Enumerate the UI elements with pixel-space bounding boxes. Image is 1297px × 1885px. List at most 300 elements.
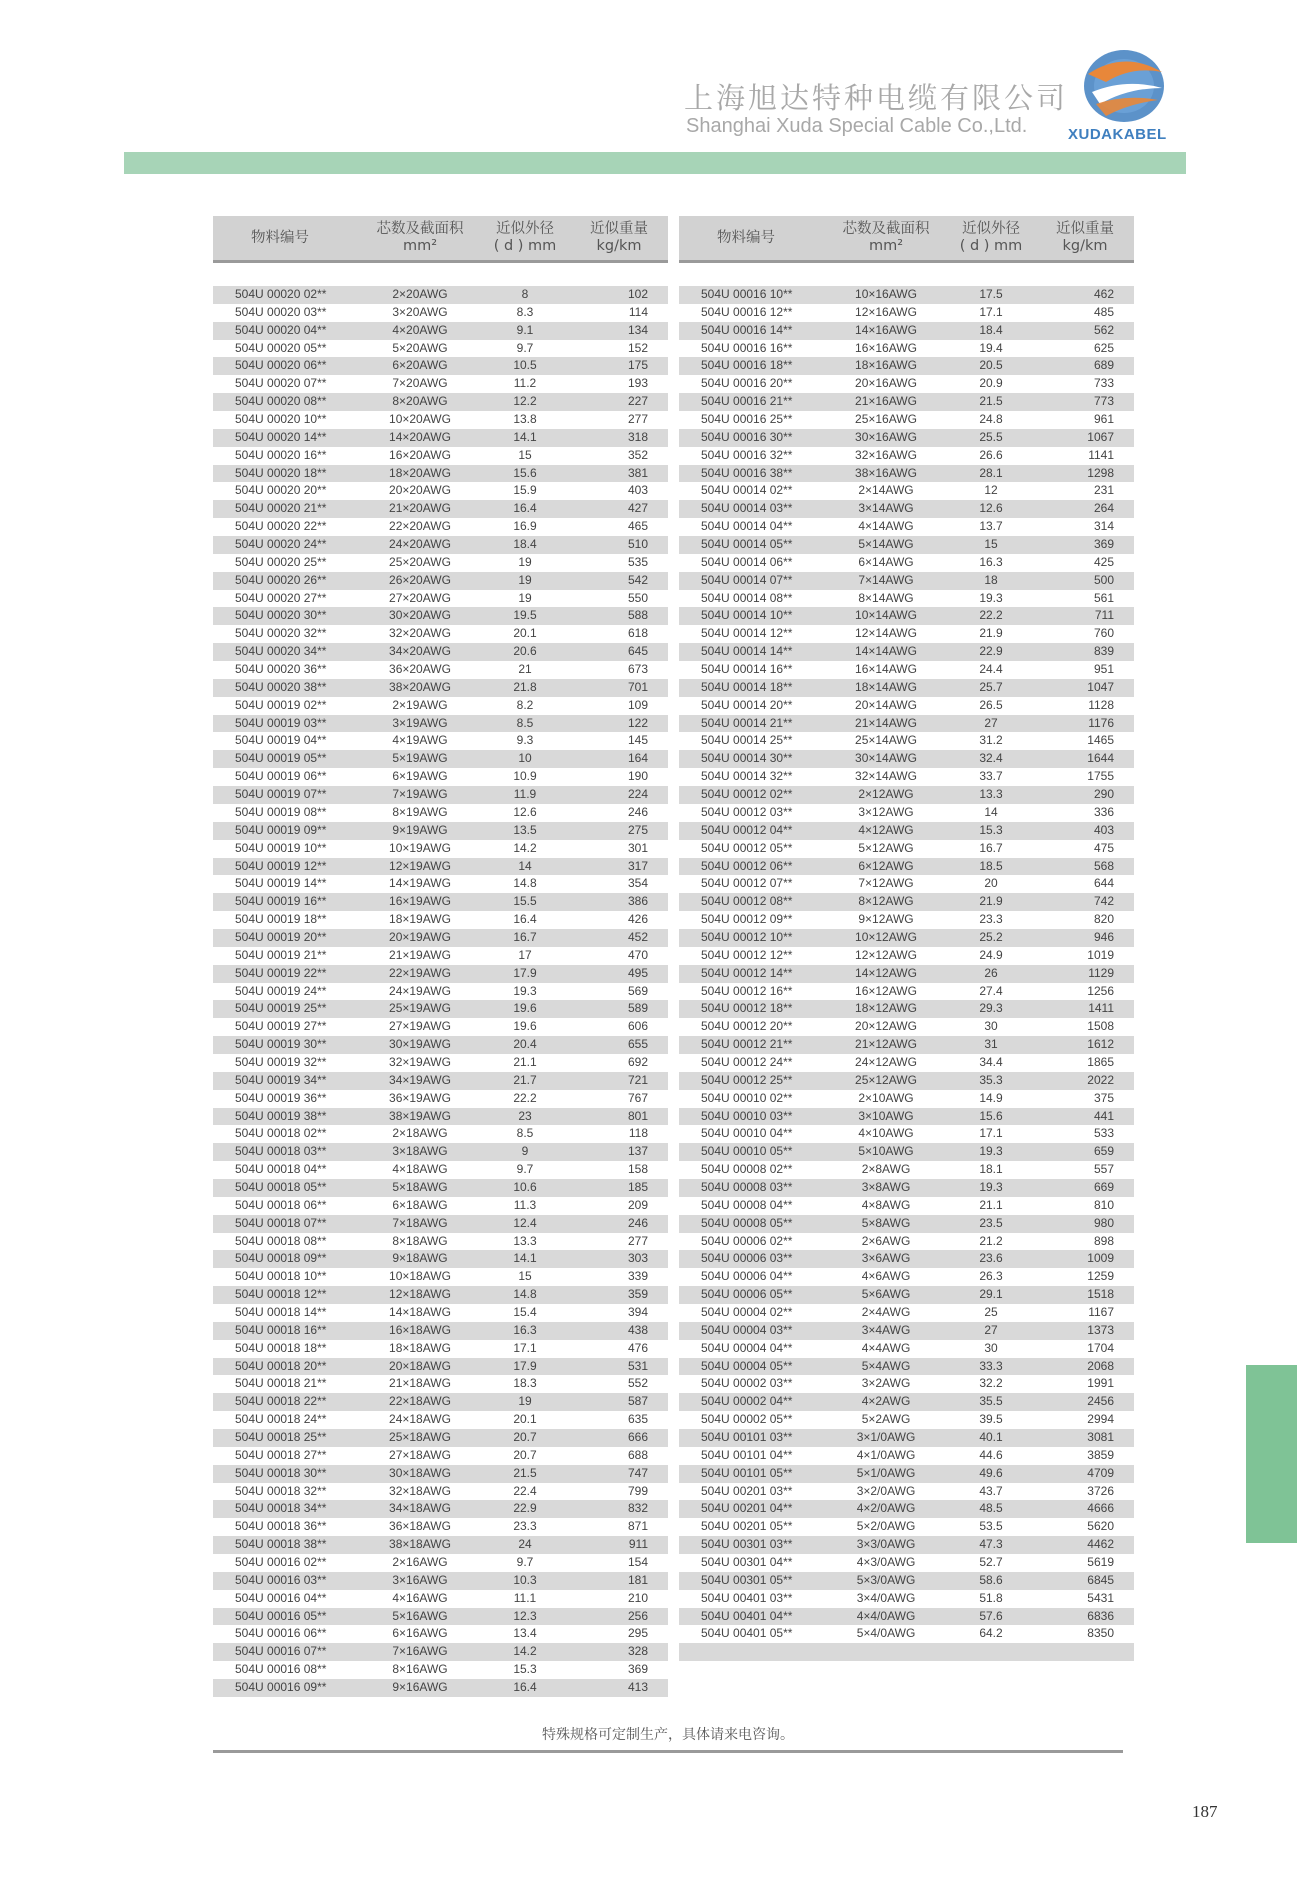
cell-weight: 403 bbox=[627, 483, 648, 498]
cell-weight: 589 bbox=[570, 1000, 668, 1018]
footer-note: 特殊规格可定制生产，具体请来电咨询。 bbox=[542, 1727, 794, 1743]
table-row bbox=[213, 1322, 668, 1340]
cell-weight: 1259 bbox=[1087, 1269, 1114, 1284]
cable-spec-table-right bbox=[679, 216, 1134, 1679]
cell-spec: 22×20AWG bbox=[389, 519, 451, 534]
cell-od: 15 bbox=[518, 1269, 532, 1284]
cell-weight: 1373 bbox=[1036, 1322, 1134, 1340]
cell-od: 22.2 bbox=[946, 607, 1036, 625]
cell-weight: 181 bbox=[570, 1572, 668, 1590]
cell-spec: 30×19AWG bbox=[360, 1036, 480, 1054]
cell-code: 504U 00020 03** bbox=[235, 304, 327, 319]
cell-code: 504U 00101 05** bbox=[679, 1465, 826, 1483]
table-row bbox=[679, 1108, 1134, 1126]
table-row bbox=[679, 554, 1134, 572]
table-row bbox=[213, 375, 668, 393]
cell-spec: 36×18AWG bbox=[389, 1519, 451, 1534]
cell-spec: 4×16AWG bbox=[392, 1590, 448, 1605]
cell-od: 44.6 bbox=[979, 1447, 1003, 1462]
cell-weight: 114 bbox=[628, 304, 648, 319]
cell-code: 504U 00012 16** bbox=[701, 983, 793, 998]
cell-od: 19 bbox=[518, 554, 532, 569]
table-row bbox=[679, 1304, 1134, 1322]
table-row bbox=[213, 500, 668, 518]
cell-spec: 7×12AWG bbox=[858, 876, 914, 891]
table-row bbox=[213, 1483, 668, 1501]
cell-od: 16.3 bbox=[979, 554, 1003, 569]
cell-weight: 164 bbox=[570, 750, 668, 768]
cell-spec: 18×20AWG bbox=[360, 465, 480, 483]
cell-spec: 20×14AWG bbox=[855, 697, 917, 712]
table-row bbox=[679, 1233, 1134, 1251]
logo-wordmark: XUDAKABEL bbox=[1068, 126, 1167, 143]
cell-weight: 742 bbox=[1036, 893, 1134, 911]
table-row bbox=[213, 1590, 668, 1608]
cell-weight: 3859 bbox=[1087, 1447, 1114, 1462]
cell-spec: 4×2AWG bbox=[826, 1393, 946, 1411]
header-spec: 芯数及截面积 mm² bbox=[360, 216, 480, 262]
cell-spec: 2×10AWG bbox=[858, 1090, 914, 1105]
table-row bbox=[679, 1054, 1134, 1072]
cell-spec: 5×2AWG bbox=[861, 1412, 911, 1427]
table-row bbox=[679, 661, 1134, 679]
table-row bbox=[679, 1643, 1134, 1661]
table-row bbox=[679, 1554, 1134, 1572]
cell-spec: 14×19AWG bbox=[389, 876, 451, 891]
cell-od: 20.4 bbox=[480, 1036, 570, 1054]
header-weight: 近似重量 kg/km bbox=[570, 216, 668, 262]
cell-od: 21.1 bbox=[513, 1054, 537, 1069]
table-row bbox=[213, 1036, 668, 1054]
cell-od: 31 bbox=[946, 1036, 1036, 1054]
cell-weight: 246 bbox=[627, 804, 648, 819]
cell-spec: 4×2/0AWG bbox=[826, 1500, 946, 1518]
cell-weight: 562 bbox=[1036, 322, 1134, 340]
table-row bbox=[679, 822, 1134, 840]
cell-weight: 625 bbox=[1093, 340, 1114, 355]
cell-od: 19 bbox=[480, 1393, 570, 1411]
cable-spec-table-left bbox=[213, 216, 668, 1697]
cell-od: 26.5 bbox=[979, 697, 1003, 712]
table-row bbox=[679, 375, 1134, 393]
cell-od: 11.9 bbox=[480, 786, 570, 804]
cell-spec: 9×19AWG bbox=[360, 822, 480, 840]
cell-code: 504U 00012 14** bbox=[679, 965, 826, 983]
cell-spec: 3×19AWG bbox=[360, 715, 480, 733]
cell-weight: 911 bbox=[570, 1536, 668, 1554]
cell-spec: 18×12AWG bbox=[826, 1000, 946, 1018]
cell-code: 504U 00016 04** bbox=[235, 1590, 327, 1605]
cell-weight: 470 bbox=[627, 947, 648, 962]
cell-weight: 227 bbox=[570, 393, 668, 411]
cell-weight: 118 bbox=[628, 1126, 648, 1141]
cell-spec: 32×14AWG bbox=[855, 769, 917, 784]
cell-spec: 4×20AWG bbox=[360, 322, 480, 340]
cell-spec: 25×14AWG bbox=[855, 733, 917, 748]
cell-weight: 767 bbox=[627, 1090, 648, 1105]
cell-od: 16.4 bbox=[513, 912, 537, 927]
cell-spec: 5×19AWG bbox=[360, 750, 480, 768]
cell-spec: 3×12AWG bbox=[858, 804, 914, 819]
cell-weight: 277 bbox=[627, 412, 648, 427]
cell-spec: 25×12AWG bbox=[826, 1072, 946, 1090]
cell-od: 23.3 bbox=[513, 1519, 537, 1534]
table-row bbox=[213, 875, 668, 893]
cell-code: 504U 00016 20** bbox=[701, 376, 793, 391]
cell-od: 15.9 bbox=[513, 483, 537, 498]
cell-spec: 12×18AWG bbox=[360, 1286, 480, 1304]
cell-weight: 209 bbox=[627, 1197, 648, 1212]
cell-od: 21.9 bbox=[979, 626, 1003, 641]
table-row bbox=[213, 1000, 668, 1018]
table-row bbox=[679, 340, 1134, 358]
cell-weight: 1612 bbox=[1036, 1036, 1134, 1054]
table-row bbox=[213, 1233, 668, 1251]
cell-spec: 2×18AWG bbox=[392, 1126, 448, 1141]
cell-code: 504U 00019 18** bbox=[235, 912, 327, 927]
cell-weight: 531 bbox=[570, 1358, 668, 1376]
cell-spec: 36×20AWG bbox=[389, 662, 451, 677]
cell-od: 27.4 bbox=[979, 983, 1003, 998]
table-row bbox=[679, 1608, 1134, 1626]
cell-od: 14.2 bbox=[480, 1643, 570, 1661]
table-row bbox=[679, 1465, 1134, 1483]
table-row bbox=[679, 1125, 1134, 1143]
cell-spec: 6×20AWG bbox=[360, 357, 480, 375]
table-row bbox=[679, 893, 1134, 911]
cell-code: 504U 00012 21** bbox=[679, 1036, 826, 1054]
cell-code: 504U 00020 32** bbox=[235, 626, 327, 641]
cell-code: 504U 00301 04** bbox=[701, 1555, 793, 1570]
cell-weight: 122 bbox=[570, 715, 668, 733]
cell-weight: 2456 bbox=[1036, 1393, 1134, 1411]
cell-code: 504U 00004 02** bbox=[701, 1304, 793, 1319]
cell-od: 17.9 bbox=[480, 965, 570, 983]
cell-code: 504U 00019 06** bbox=[235, 769, 327, 784]
cell-weight: 452 bbox=[570, 929, 668, 947]
cell-weight: 246 bbox=[570, 1215, 668, 1233]
cell-code: 504U 00020 20** bbox=[235, 483, 327, 498]
cell-spec: 5×8AWG bbox=[826, 1215, 946, 1233]
cell-weight: 1019 bbox=[1087, 947, 1114, 962]
cell-weight: 711 bbox=[1036, 607, 1134, 625]
cell-code: 504U 00019 14** bbox=[235, 876, 327, 891]
cell-od: 30 bbox=[984, 1340, 998, 1355]
cell-code: 504U 00019 03** bbox=[213, 715, 360, 733]
cell-od: 8 bbox=[480, 286, 570, 304]
cell-weight: 339 bbox=[627, 1269, 648, 1284]
cell-weight: 318 bbox=[570, 429, 668, 447]
table-row bbox=[213, 858, 668, 876]
table-row bbox=[679, 1322, 1134, 1340]
table-row bbox=[679, 500, 1134, 518]
cell-code: 504U 00019 08** bbox=[235, 804, 327, 819]
table-row bbox=[213, 1250, 668, 1268]
table-row bbox=[213, 697, 668, 715]
table-row bbox=[213, 1108, 668, 1126]
cell-spec: 14×14AWG bbox=[826, 643, 946, 661]
cell-od: 19.3 bbox=[946, 1179, 1036, 1197]
cell-spec: 25×16AWG bbox=[855, 412, 917, 427]
cell-od: 20.1 bbox=[513, 1412, 537, 1427]
table-row bbox=[213, 1143, 668, 1161]
cell-code: 504U 00020 10** bbox=[235, 412, 327, 427]
cell-weight: 1755 bbox=[1087, 769, 1114, 784]
cell-spec: 10×18AWG bbox=[389, 1269, 451, 1284]
cell-spec: 5×20AWG bbox=[392, 340, 448, 355]
cell-code: 504U 00301 05** bbox=[679, 1572, 826, 1590]
cell-code: 504U 00020 06** bbox=[213, 357, 360, 375]
table-row bbox=[679, 1572, 1134, 1590]
cell-code: 504U 00019 12** bbox=[213, 858, 360, 876]
cell-spec: 4×4/0AWG bbox=[826, 1608, 946, 1626]
side-tab-marker bbox=[1246, 1365, 1297, 1543]
cell-od: 34.4 bbox=[979, 1054, 1003, 1069]
cell-code: 504U 00012 05** bbox=[701, 840, 793, 855]
cell-spec: 5×14AWG bbox=[826, 536, 946, 554]
cell-code: 504U 00018 21** bbox=[235, 1376, 327, 1391]
cell-spec: 32×16AWG bbox=[855, 447, 917, 462]
cell-weight bbox=[1036, 1643, 1134, 1661]
cell-weight: 655 bbox=[570, 1036, 668, 1054]
cell-weight: 635 bbox=[627, 1412, 648, 1427]
table-row bbox=[679, 1590, 1134, 1608]
cell-code: 504U 00020 34** bbox=[213, 643, 360, 661]
cell-weight: 1298 bbox=[1036, 465, 1134, 483]
cell-spec: 25×19AWG bbox=[360, 1000, 480, 1018]
cell-od: 25 bbox=[984, 1304, 998, 1319]
cell-weight: 427 bbox=[570, 500, 668, 518]
cell-spec: 5×10AWG bbox=[826, 1143, 946, 1161]
table-row bbox=[679, 858, 1134, 876]
cell-code: 504U 00018 25** bbox=[213, 1429, 360, 1447]
cell-spec: 3×4AWG bbox=[826, 1322, 946, 1340]
cell-weight: 8350 bbox=[1087, 1626, 1114, 1641]
cell-code: 504U 00016 30** bbox=[679, 429, 826, 447]
cell-od: 19.6 bbox=[480, 1000, 570, 1018]
cell-od: 12.3 bbox=[480, 1608, 570, 1626]
table-row bbox=[213, 518, 668, 536]
cell-weight: 158 bbox=[627, 1162, 648, 1177]
cell-code: 504U 00008 02** bbox=[701, 1162, 793, 1177]
cell-weight: 673 bbox=[627, 662, 648, 677]
cell-code: 504U 00010 03** bbox=[679, 1108, 826, 1126]
cell-code: 504U 00401 03** bbox=[701, 1590, 793, 1605]
cell-spec: 2×6AWG bbox=[861, 1233, 911, 1248]
table-header-row bbox=[679, 216, 1134, 262]
header-divider-bar bbox=[124, 152, 1186, 174]
cell-od: 22.9 bbox=[946, 643, 1036, 661]
cell-od: 40.1 bbox=[946, 1429, 1036, 1447]
cell-weight: 185 bbox=[570, 1179, 668, 1197]
cell-od: 14.2 bbox=[513, 840, 537, 855]
cell-weight: 760 bbox=[1093, 626, 1114, 641]
cell-code: 504U 00019 38** bbox=[213, 1108, 360, 1126]
company-name-en: Shanghai Xuda Special Cable Co.,Ltd. bbox=[686, 115, 1028, 137]
cell-spec: 27×19AWG bbox=[389, 1019, 451, 1034]
cell-weight: 810 bbox=[1093, 1197, 1114, 1212]
cell-code: 504U 00101 04** bbox=[701, 1447, 793, 1462]
cell-spec bbox=[826, 1661, 946, 1679]
cell-od: 8.5 bbox=[516, 1126, 534, 1141]
cell-code: 504U 00014 25** bbox=[701, 733, 793, 748]
cell-od: 14.1 bbox=[480, 429, 570, 447]
cell-spec: 38×16AWG bbox=[826, 465, 946, 483]
table-row bbox=[679, 1500, 1134, 1518]
cell-code: 504U 00020 27** bbox=[235, 590, 327, 605]
header-spec: 芯数及截面积 mm² bbox=[826, 216, 946, 262]
cell-weight: 264 bbox=[1036, 500, 1134, 518]
cell-weight: 1465 bbox=[1087, 733, 1114, 748]
cell-weight: 224 bbox=[570, 786, 668, 804]
cell-spec: 4×10AWG bbox=[858, 1126, 914, 1141]
cell-spec: 16×14AWG bbox=[855, 662, 917, 677]
cell-code: 504U 00020 04** bbox=[213, 322, 360, 340]
cell-od: 9.3 bbox=[516, 733, 534, 748]
table-row bbox=[213, 482, 668, 500]
cell-od: 21.7 bbox=[480, 1072, 570, 1090]
cell-weight: 210 bbox=[627, 1590, 648, 1605]
table-row bbox=[213, 983, 668, 1001]
cell-code: 504U 00012 07** bbox=[701, 876, 793, 891]
table-row bbox=[213, 357, 668, 375]
cell-od: 28.1 bbox=[946, 465, 1036, 483]
cell-code: 504U 00019 27** bbox=[235, 1019, 327, 1034]
cell-od: 15 bbox=[946, 536, 1036, 554]
cell-code: 504U 00018 38** bbox=[213, 1536, 360, 1554]
cell-od: 27 bbox=[946, 715, 1036, 733]
cell-weight: 6845 bbox=[1036, 1572, 1134, 1590]
cell-weight: 666 bbox=[570, 1429, 668, 1447]
cell-code: 504U 00020 25** bbox=[235, 554, 327, 569]
table-row bbox=[679, 1143, 1134, 1161]
cell-od bbox=[946, 1643, 1036, 1661]
cell-od: 22.9 bbox=[480, 1500, 570, 1518]
cell-od: 10 bbox=[480, 750, 570, 768]
table-row bbox=[213, 1608, 668, 1626]
cell-weight: 475 bbox=[1093, 840, 1114, 855]
cell-spec: 14×20AWG bbox=[360, 429, 480, 447]
cell-weight: 190 bbox=[627, 769, 648, 784]
cell-spec: 21×16AWG bbox=[826, 393, 946, 411]
cell-code: 504U 00016 06** bbox=[235, 1626, 327, 1641]
cell-code: 504U 00012 10** bbox=[679, 929, 826, 947]
cell-weight: 669 bbox=[1036, 1179, 1134, 1197]
table-row bbox=[213, 607, 668, 625]
table-row bbox=[213, 1304, 668, 1322]
cell-spec: 38×20AWG bbox=[360, 679, 480, 697]
cell-code: 504U 00016 12** bbox=[701, 304, 793, 319]
cell-code: 504U 00002 03** bbox=[701, 1376, 793, 1391]
cell-code: 504U 00019 30** bbox=[213, 1036, 360, 1054]
cell-od: 11.3 bbox=[513, 1197, 537, 1212]
table-row bbox=[679, 929, 1134, 947]
cell-code: 504U 00019 16** bbox=[213, 893, 360, 911]
cell-code: 504U 00018 16** bbox=[213, 1322, 360, 1340]
table-row bbox=[213, 1625, 668, 1643]
cell-weight: 980 bbox=[1036, 1215, 1134, 1233]
cell-code: 504U 00014 32** bbox=[701, 769, 793, 784]
cell-code: 504U 00019 10** bbox=[235, 840, 327, 855]
cell-weight: 1176 bbox=[1036, 715, 1134, 733]
cell-code: 504U 00018 20** bbox=[213, 1358, 360, 1376]
cell-od: 18 bbox=[946, 572, 1036, 590]
cell-weight: 645 bbox=[570, 643, 668, 661]
cell-od: 26.3 bbox=[979, 1269, 1003, 1284]
cell-code: 504U 00020 38** bbox=[213, 679, 360, 697]
cell-spec: 16×20AWG bbox=[389, 447, 451, 462]
cell-code: 504U 00018 10** bbox=[235, 1269, 327, 1284]
table-row bbox=[213, 429, 668, 447]
table-row bbox=[679, 875, 1134, 893]
cell-code: 504U 00018 32** bbox=[235, 1483, 327, 1498]
cell-od: 17.1 bbox=[513, 1340, 537, 1355]
cell-od: 15.6 bbox=[480, 465, 570, 483]
cell-spec: 38×18AWG bbox=[360, 1536, 480, 1554]
cell-od: 21.1 bbox=[979, 1197, 1003, 1212]
table-row bbox=[679, 304, 1134, 322]
cell-spec: 21×12AWG bbox=[826, 1036, 946, 1054]
cell-spec: 5×18AWG bbox=[360, 1179, 480, 1197]
cell-spec: 25×18AWG bbox=[360, 1429, 480, 1447]
table-row bbox=[213, 1411, 668, 1429]
cell-od: 15.4 bbox=[513, 1304, 537, 1319]
cell-spec: 32×18AWG bbox=[389, 1483, 451, 1498]
cell-weight: 510 bbox=[570, 536, 668, 554]
cell-od: 13.4 bbox=[513, 1626, 537, 1641]
cell-od: 14.9 bbox=[979, 1090, 1003, 1105]
cell-code: 504U 00019 05** bbox=[213, 750, 360, 768]
cell-od: 14 bbox=[480, 858, 570, 876]
cell-spec: 22×19AWG bbox=[360, 965, 480, 983]
cell-od: 10.6 bbox=[480, 1179, 570, 1197]
cell-weight: 476 bbox=[627, 1340, 648, 1355]
cell-code: 504U 00101 03** bbox=[679, 1429, 826, 1447]
cell-code: 504U 00012 06** bbox=[679, 858, 826, 876]
cell-code: 504U 00020 36** bbox=[235, 662, 327, 677]
table-row bbox=[213, 1358, 668, 1376]
table-row bbox=[213, 1572, 668, 1590]
table-row bbox=[213, 1429, 668, 1447]
cell-od: 21.8 bbox=[480, 679, 570, 697]
cell-od: 14.8 bbox=[513, 876, 537, 891]
table-row bbox=[679, 911, 1134, 929]
table-row bbox=[213, 965, 668, 983]
cell-spec: 5×16AWG bbox=[360, 1608, 480, 1626]
cell-weight: 1518 bbox=[1036, 1286, 1134, 1304]
cell-spec: 4×12AWG bbox=[826, 822, 946, 840]
cell-spec: 21×19AWG bbox=[389, 947, 451, 962]
cell-spec: 4×1/0AWG bbox=[856, 1447, 916, 1462]
cell-od: 15.3 bbox=[946, 822, 1036, 840]
cell-od: 18.3 bbox=[513, 1376, 537, 1391]
cell-code: 504U 00201 04** bbox=[679, 1500, 826, 1518]
cell-spec: 7×19AWG bbox=[360, 786, 480, 804]
cell-weight: 328 bbox=[570, 1643, 668, 1661]
table-row bbox=[679, 1393, 1134, 1411]
table-row bbox=[679, 1215, 1134, 1233]
cell-spec: 5×6AWG bbox=[826, 1286, 946, 1304]
cell-code: 504U 00018 27** bbox=[235, 1447, 327, 1462]
table-row bbox=[213, 1340, 668, 1358]
cell-od: 33.7 bbox=[979, 769, 1003, 784]
cell-weight: 659 bbox=[1036, 1143, 1134, 1161]
cell-code: 504U 00016 08** bbox=[235, 1662, 327, 1677]
cell-code: 504U 00010 02** bbox=[701, 1090, 793, 1105]
cell-weight: 145 bbox=[627, 733, 648, 748]
table-row bbox=[213, 411, 668, 429]
cell-code: 504U 00014 04** bbox=[701, 519, 793, 534]
